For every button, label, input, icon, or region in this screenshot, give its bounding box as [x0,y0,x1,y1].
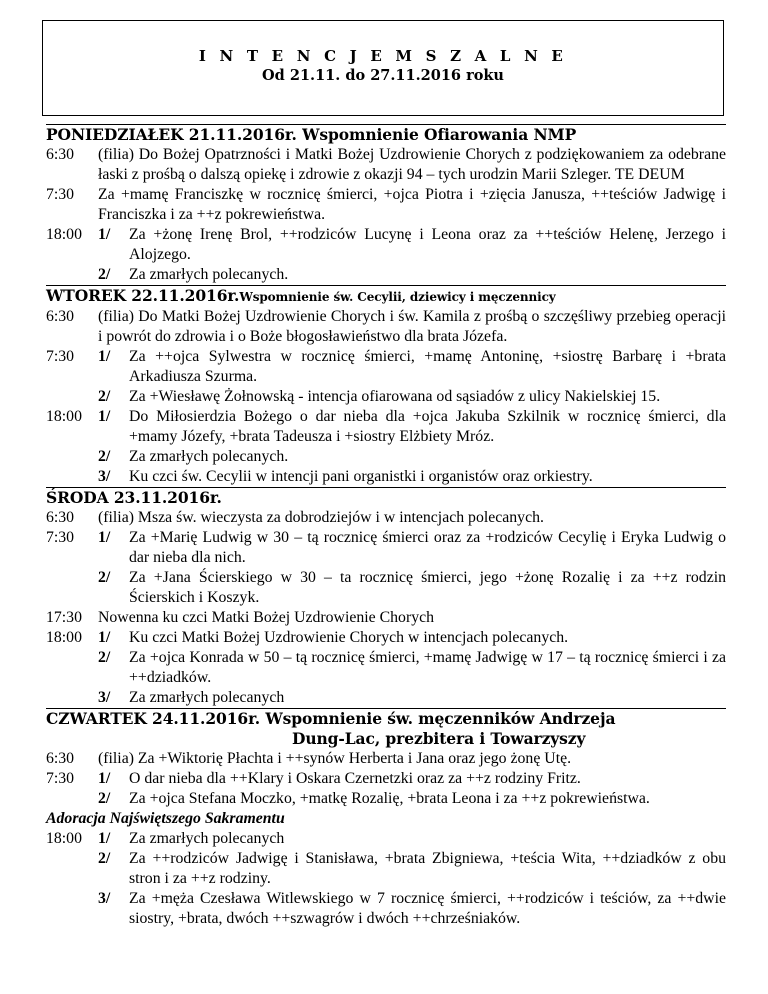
item-number: 2/ [98,388,111,405]
intention-text: Za +ojca Konrada w 50 – tą rocznicę śmierci, +mamę Jadwigę w 17 – tą rocznicę śmierci i za ++dziadków. [129,649,726,686]
date-range: Od 21.11. do 27.11.2016 roku [262,67,504,84]
item-number: 3/ [98,890,111,907]
mass-time: 7:30 [46,186,75,203]
item-number: 2/ [98,266,111,283]
intention-text: Za +żonę Irenę Brol, ++rodziców Lucynę i Leona oraz za ++teściów Helenę, Jerzego i Alojzego. [129,226,726,263]
intentions-list [46,124,726,929]
mass-entry [46,769,726,809]
intention-text: Za +mamę Franciszkę w rocznicę śmierci, +ojca Piotra i +zięcia Janusza, ++teściów Jadwigę i Franciszka i za ++z pokrewieństwa. [98,186,726,223]
mass-time: 17:30 [46,609,82,626]
intention-text: Ku czci św. Cecylii w intencji pani organistki i organistów oraz orkiestry. [129,468,593,485]
mass-entry [46,628,726,708]
mass-entry [46,407,726,487]
mass-entry [46,508,726,528]
intention-text: Ku czci Matki Bożej Uzdrowienie Chorych w intencjach polecanych. [129,629,569,646]
day-heading-sub: Wspomnienie św. Cecylii, dziewicy i męczennicy [239,290,556,304]
intention-text: Za +ojca Stefana Moczko, +matkę Rozalię, +brata Leona i za ++z pokrewieństwa. [129,790,650,807]
intention-text: (filia) Msza św. wieczysta za dobrodziejów i w intencjach polecanych. [98,509,544,526]
mass-entry [46,225,726,285]
intention-text: (filia) Do Bożej Opatrzności i Matki Bożej Uzdrowienie Chorych z podziękowaniem za odebrane łaski z prośbą o dalszą opiekę i zdrowie z okazji 94 – tych urodzin Marii Szleger. TE DEUM [98,146,726,183]
item-number: 2/ [98,790,111,807]
day-heading-main: WTOREK 22.11.2016r. [46,286,240,305]
intention-text: Za +Marię Ludwig w 30 – tą rocznicę śmierci oraz za +rodziców Cecylię i Eryka Ludwig o dar nieba dla nich. [129,529,726,566]
day-heading-tuesday [46,285,726,307]
mass-entry [46,145,726,185]
item-number: 3/ [98,468,111,485]
item-number: 1/ [98,529,111,546]
mass-time: 18:00 [46,629,82,646]
intention-text: Za ++rodziców Jadwigę i Stanisława, +brata Zbigniewa, +teścia Wita, ++dziadków z obu stron i za ++z rodziny. [129,850,726,887]
intention-text: Za +Jana Ścierskiego w 30 – ta rocznicę śmierci, jego +żonę Rozalię i za ++z rodzin Ścierskich i Koszyk. [129,569,726,606]
item-number: 1/ [98,629,111,646]
intention-text: Za zmarłych polecanych. [129,266,289,283]
mass-time: 6:30 [46,750,75,767]
mass-entry [46,185,726,225]
item-number: 3/ [98,689,111,706]
mass-entry [46,528,726,608]
item-number: 2/ [98,569,111,586]
day-heading-monday: PONIEDZIAŁEK 21.11.2016r. Wspomnienie Ofiarowania NMP [46,124,726,145]
intention-text: Za zmarłych polecanych. [129,448,289,465]
item-number: 1/ [98,770,111,787]
title-box [42,20,724,116]
mass-time: 18:00 [46,408,82,425]
day-heading-line2: Dung-Lac, prezbitera i Towarzyszy [292,729,586,748]
mass-entry [46,307,726,347]
item-number: 2/ [98,448,111,465]
item-number: 1/ [98,348,111,365]
mass-time: 7:30 [46,348,75,365]
day-heading-thursday [46,708,726,749]
mass-time: 7:30 [46,529,75,546]
mass-time: 6:30 [46,146,75,163]
item-number: 1/ [98,830,111,847]
item-number: 2/ [98,850,111,867]
mass-entry [46,608,726,628]
mass-time: 6:30 [46,308,75,325]
intention-text: O dar nieba dla ++Klary i Oskara Czernetzki oraz za ++z rodziny Fritz. [129,770,581,787]
adoration-label: Adoracja Najświętszego Sakramentu [46,810,285,827]
day-heading-line1: CZWARTEK 24.11.2016r. Wspomnienie św. męczenników Andrzeja [46,709,616,728]
mass-entry [46,829,726,929]
mass-time: 18:00 [46,226,82,243]
mass-time: 6:30 [46,509,75,526]
intention-text: Za +Wiesławę Żołnowską - intencja ofiarowana od sąsiadów z ulicy Nakielskiej 15. [129,388,661,405]
day-heading-wednesday: ŚRODA 23.11.2016r. [46,487,726,508]
intention-text: Za zmarłych polecanych [129,830,285,847]
mass-entry [46,749,726,769]
item-number: 2/ [98,649,111,666]
mass-time: 7:30 [46,770,75,787]
intention-text: Za zmarłych polecanych [129,689,285,706]
mass-entry [46,347,726,407]
intention-text: (filia) Za +Wiktorię Płachta i ++synów Herberta i Jana oraz jego żonę Utę. [98,750,572,767]
intention-text: (filia) Do Matki Bożej Uzdrowienie Chorych i św. Kamila z prośbą o szczęśliwy przebieg operacji i powrót do zdrowia i o Boże błogosławieństwo dla brata Józefa. [98,308,726,345]
intention-text: Nowenna ku czci Matki Bożej Uzdrowienie Chorych [98,609,435,626]
page-title: I N T E N C J E M S Z A L N E [198,47,568,65]
intention-text: Za ++ojca Sylwestra w rocznicę śmierci, +mamę Antoninę, +siostrę Barbarę i +brata Arkadiusza Szurma. [129,348,726,385]
mass-time: 18:00 [46,830,82,847]
item-number: 1/ [98,226,111,243]
intention-text: Za +męża Czesława Witlewskiego w 7 rocznicę śmierci, ++rodziców i teściów, za ++dwie siostry, +brata, dwóch ++szwagrów i dwóch ++chrześniaków. [129,890,726,927]
intention-text: Do Miłosierdzia Bożego o dar nieba dla +ojca Jakuba Szkilnik w rocznicę śmierci, dla +mamy Józefy, +brata Tadeusza i +siostry Elżbiety Mróz. [129,408,726,445]
item-number: 1/ [98,408,111,425]
